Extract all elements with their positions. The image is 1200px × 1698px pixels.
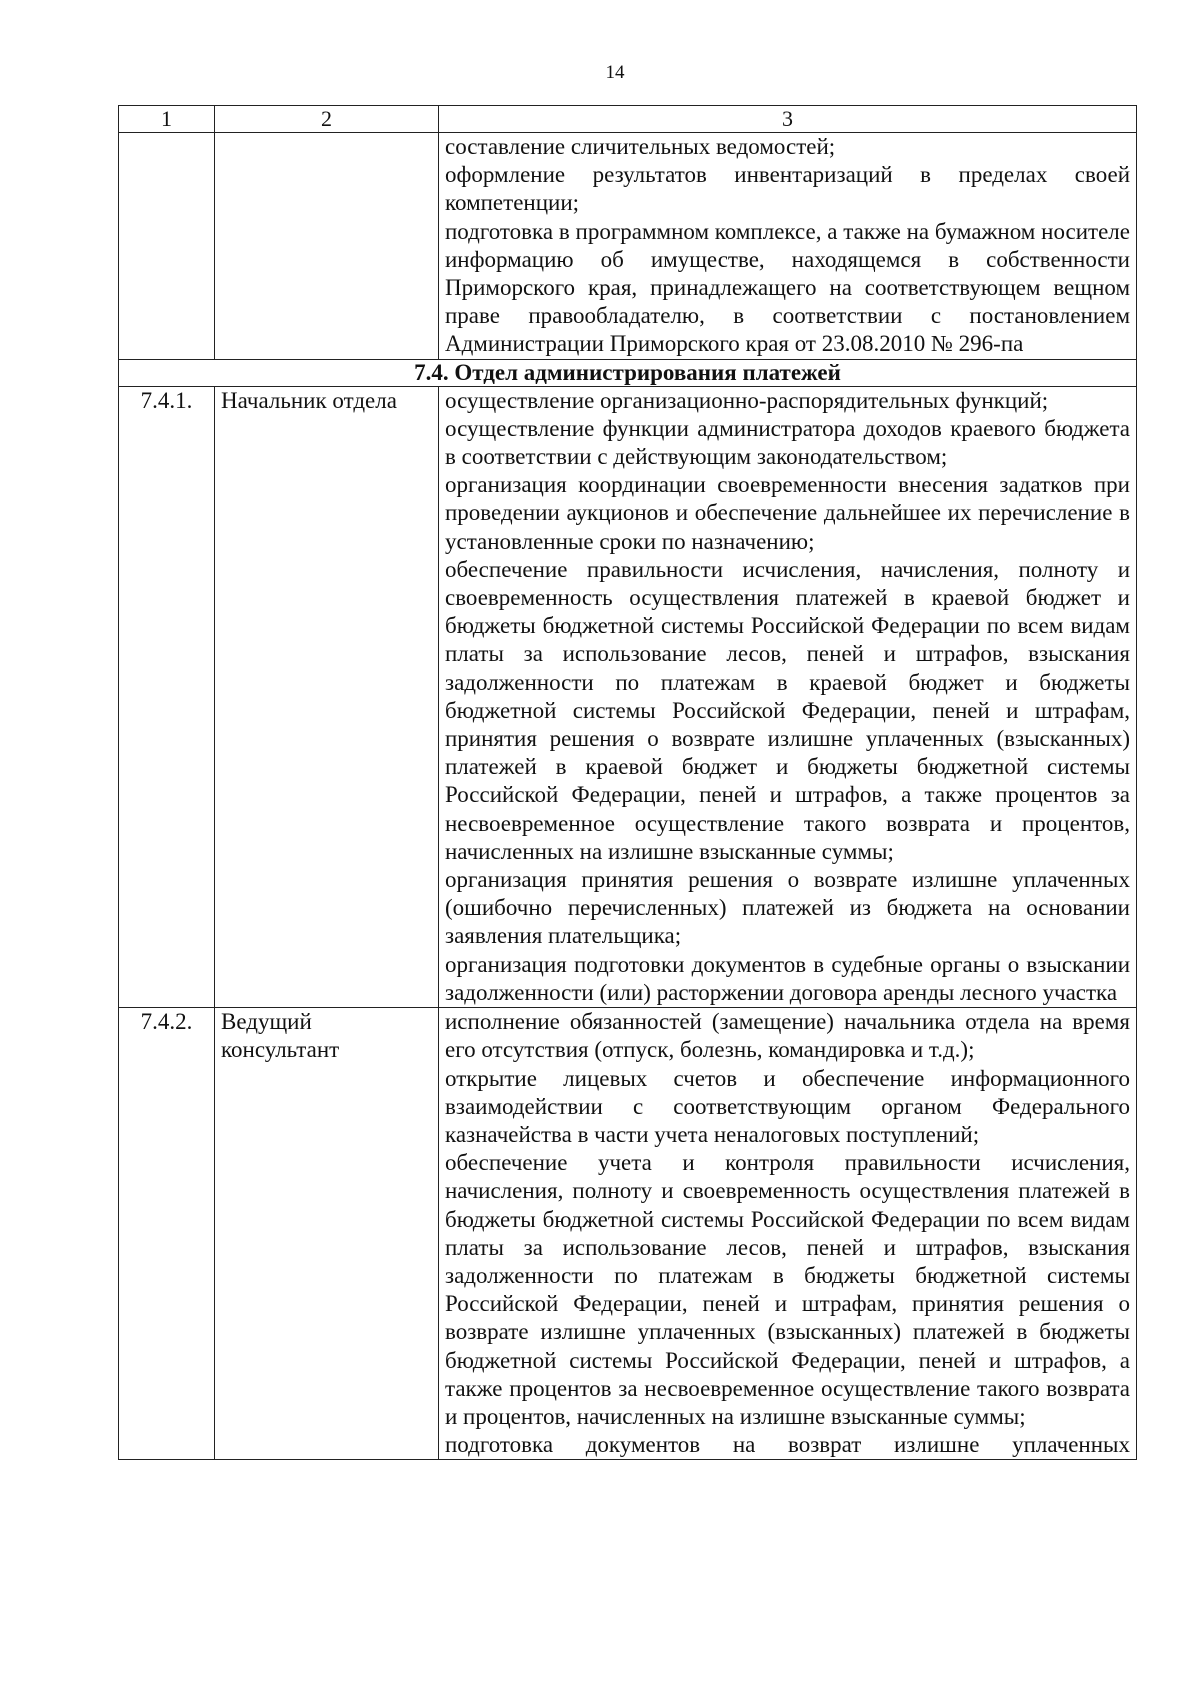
page-number: 14 [605, 62, 625, 83]
duty-item: организация принятия решения о возврате излишне уплаченных (ошибочно перечисленных) платежей из бюджета на основании заявления плательщика; [445, 867, 1130, 949]
table-row [119, 1008, 1137, 1460]
duty-item: осуществление функции администратора доходов краевого бюджета в соответствии с действующим законодательством; [445, 415, 1130, 470]
table-row [119, 386, 1137, 1007]
section-row [119, 359, 1137, 386]
continuation-duties-cell [439, 133, 1137, 360]
row-number: 7.4.1. [119, 386, 215, 1007]
duty-item: открытие лицевых счетов и обеспечение информационного взаимодействии с соответствующим органом Федерального казначейства в части учета неналоговых поступлений; [445, 1065, 1130, 1147]
continuation-position-cell [215, 133, 439, 360]
duty-item: организация подготовки документов в судебные органы о взыскании задолженности (или) расторжении договора аренды лесного участка [445, 951, 1130, 1005]
duties-cell [439, 386, 1137, 1007]
section-title: 7.4. Отдел администрирования платежей [119, 359, 1137, 386]
duty-item: подготовка документов на возврат излишне уплаченных [445, 1432, 1130, 1458]
duty-item: обеспечение учета и контроля правильности исчисления, начисления, полноту и своевременность осуществления платежей в бюджеты бюджетной системы Российской Федерации по всем видам платы за использование лесов, пеней и штрафов, взыскания задолженности по платежам в бюджеты бюджетной системы Российской Федерации, пеней и штрафам, принятия решения о возврате излишне уплаченных (взысканных) платежей в бюджеты бюджетной системы Российской Федерации, пеней и штрафов, а также процентов за несвоевременное осуществление такого возврата и процентов, начисленных на излишне взысканные суммы; [445, 1150, 1130, 1429]
continuation-num-cell [119, 133, 215, 360]
position-title: Ведущий консультант [215, 1008, 439, 1460]
header-col-2: 2 [215, 106, 439, 133]
duty-item: исполнение обязанностей (замещение) начальника отдела на время его отсутствия (отпуск, болезнь, командировка и т.д.); [445, 1009, 1130, 1063]
duty-item: организация координации своевременности внесения задатков при проведении аукционов и обеспечение дальнейшее их перечисление в установленные сроки по назначению; [445, 472, 1130, 554]
duty-item: обеспечение правильности исчисления, начисления, полноту и своевременность осуществления платежей в краевой бюджет и бюджеты бюджетной системы Российской Федерации по всем видам платы за использование лесов, пеней и штрафов, взыскания задолженности по платежам в краевой бюджет и бюджеты бюджетной системы Российской Федерации, пеней и штрафам, принятия решения о возврате излишне уплаченных (взысканных) платежей в краевой бюджет и бюджеты бюджетной системы Российской Федерации, пеней и штрафов, а также процентов за несвоевременное осуществление такого возврата и процентов, начисленных на излишне взысканные суммы; [445, 556, 1130, 864]
duty-item: осуществление организационно-распорядительных функций; [445, 387, 1049, 413]
header-col-1: 1 [119, 106, 215, 133]
header-col-3: 3 [439, 106, 1137, 133]
row-number: 7.4.2. [119, 1008, 215, 1460]
position-title: Начальник отдела [215, 386, 439, 1007]
duty-item: составление сличительных ведомостей; [445, 134, 836, 159]
duty-item: подготовка в программном комплексе, а также на бумажном носителе информацию об имуществе, находящемся в собственности Приморского края, принадлежащего на соответствующем вещном праве правообладателю, в соответствии с постановлением Администрации Приморского края от 23.08.2010 № 296-па [445, 218, 1130, 357]
duties-cell [439, 1008, 1137, 1460]
continuation-row [119, 133, 1137, 360]
duty-item: оформление результатов инвентаризаций в пределах своей компетенции; [445, 162, 1130, 216]
duties-table [118, 105, 1137, 1460]
table-header-row [119, 106, 1137, 133]
